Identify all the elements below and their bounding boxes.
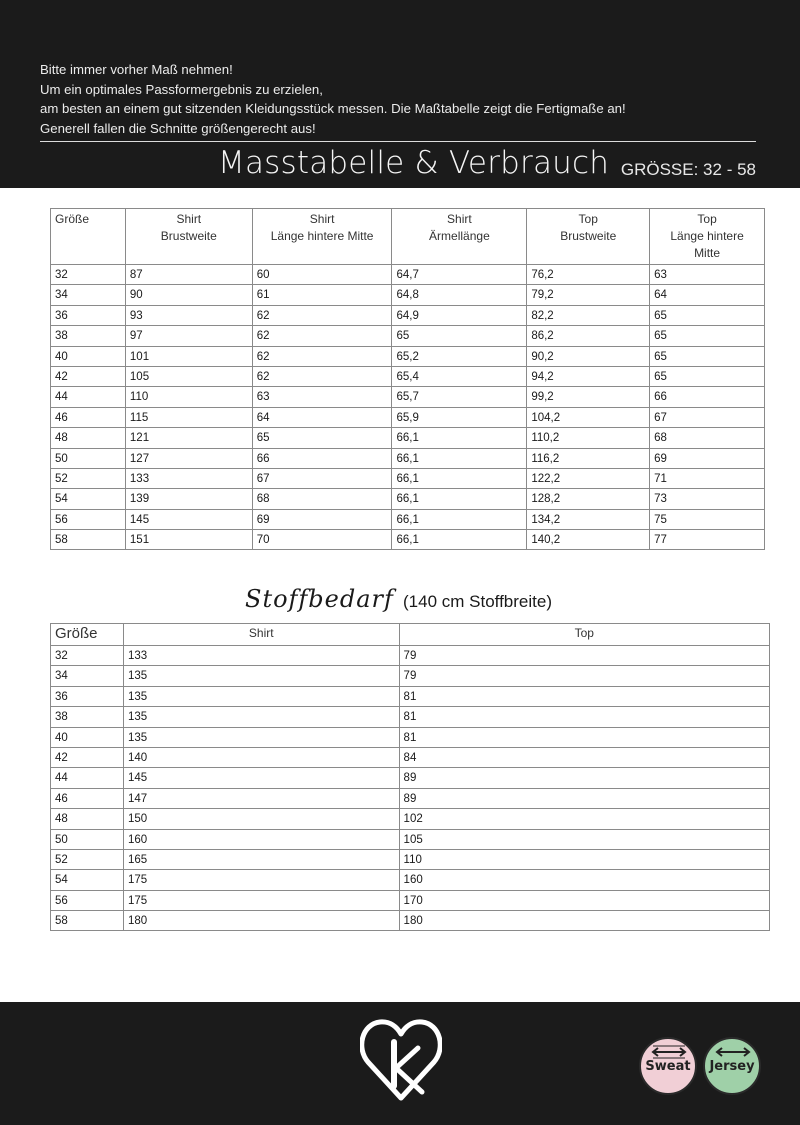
- table-cell: 99,2: [527, 387, 650, 407]
- table-cell: 122,2: [527, 468, 650, 488]
- intro-line: Um ein optimales Passformergebnis zu erzielen,: [40, 81, 323, 97]
- sweat-badge-label: Sweat: [645, 1059, 691, 1074]
- table-cell: 133: [125, 468, 252, 488]
- table-cell: 68: [252, 489, 392, 509]
- table-cell: 97: [125, 326, 252, 346]
- table-cell: 32: [51, 265, 126, 285]
- intro-text: [40, 60, 626, 138]
- intro-line: Bitte immer vorher Maß nehmen!: [40, 62, 233, 77]
- measurement-row: [51, 428, 765, 448]
- table-cell: 65,2: [392, 346, 527, 366]
- table-cell: 38: [51, 707, 124, 727]
- table-cell: 160: [123, 829, 399, 849]
- table-cell: 65,9: [392, 407, 527, 427]
- table-cell: 79: [399, 666, 769, 686]
- table-cell: 50: [51, 829, 124, 849]
- page-title: Masstabelle & Verbrauch: [218, 145, 610, 181]
- table-cell: 115: [125, 407, 252, 427]
- table-cell: 151: [125, 530, 252, 550]
- fabric-title-script: Stoffbedarf: [245, 585, 394, 613]
- table-cell: 75: [650, 509, 765, 529]
- jersey-badge: [703, 1037, 761, 1095]
- table-cell: 76,2: [527, 265, 650, 285]
- fabric-row: [51, 829, 770, 849]
- table-cell: 134,2: [527, 509, 650, 529]
- col-header-shirt-chest: Shirt Brustweite: [125, 209, 252, 265]
- table-cell: 66,1: [392, 448, 527, 468]
- brand-logo-heart-icon: [360, 1014, 442, 1102]
- measurement-row: [51, 346, 765, 366]
- table-cell: 62: [252, 346, 392, 366]
- table-cell: 105: [399, 829, 769, 849]
- table-cell: 63: [650, 265, 765, 285]
- table-cell: 71: [650, 468, 765, 488]
- table-cell: 60: [252, 265, 392, 285]
- measurement-row: [51, 530, 765, 550]
- sweat-badge: [639, 1037, 697, 1095]
- table-cell: 67: [650, 407, 765, 427]
- table-cell: 102: [399, 809, 769, 829]
- table-cell: 32: [51, 646, 124, 666]
- table-cell: 63: [252, 387, 392, 407]
- table-cell: 68: [650, 428, 765, 448]
- table-cell: 79: [399, 646, 769, 666]
- measurement-row: [51, 387, 765, 407]
- table-cell: 34: [51, 666, 124, 686]
- table-cell: 175: [123, 890, 399, 910]
- table-cell: 147: [123, 788, 399, 808]
- table-cell: 140,2: [527, 530, 650, 550]
- table-cell: 133: [123, 646, 399, 666]
- table-cell: 50: [51, 448, 126, 468]
- table-cell: 40: [51, 346, 126, 366]
- measurement-row: [51, 407, 765, 427]
- table-cell: 110: [399, 849, 769, 869]
- fabric-row: [51, 890, 770, 910]
- stretch-arrow-icon: [713, 1045, 753, 1059]
- table-cell: 104,2: [527, 407, 650, 427]
- fabric-col-header-shirt: Shirt: [123, 624, 399, 646]
- table-cell: 79,2: [527, 285, 650, 305]
- fabric-title-subtitle: (140 cm Stoffbreite): [403, 592, 552, 611]
- table-cell: 135: [123, 666, 399, 686]
- table-cell: 38: [51, 326, 126, 346]
- table-cell: 40: [51, 727, 124, 747]
- size-range: GRÖSSE: 32 - 58: [620, 160, 756, 179]
- table-cell: 52: [51, 468, 126, 488]
- table-cell: 180: [399, 911, 769, 931]
- col-header-shirt-sleeve: Shirt Ärmellänge: [392, 209, 527, 265]
- table-cell: 90,2: [527, 346, 650, 366]
- table-cell: 66,1: [392, 489, 527, 509]
- measurement-row: [51, 285, 765, 305]
- table-cell: 62: [252, 326, 392, 346]
- table-cell: 42: [51, 366, 126, 386]
- table-cell: 36: [51, 305, 126, 325]
- table-cell: 86,2: [527, 326, 650, 346]
- table-cell: 73: [650, 489, 765, 509]
- jersey-badge-label: Jersey: [709, 1059, 755, 1074]
- table-cell: 65: [650, 305, 765, 325]
- table-cell: 48: [51, 809, 124, 829]
- fabric-row: [51, 707, 770, 727]
- table-cell: 175: [123, 870, 399, 890]
- measurement-table: [50, 208, 765, 550]
- table-cell: 65,7: [392, 387, 527, 407]
- table-cell: 62: [252, 366, 392, 386]
- table-cell: 81: [399, 707, 769, 727]
- table-cell: 61: [252, 285, 392, 305]
- intro-line: am besten an einem gut sitzenden Kleidungsstück messen. Die Maßtabelle zeigt die Fertigmaße an!: [40, 101, 626, 116]
- fabric-row: [51, 747, 770, 767]
- fabric-row: [51, 686, 770, 706]
- table-cell: 66,1: [392, 468, 527, 488]
- table-cell: 34: [51, 285, 126, 305]
- table-cell: 89: [399, 788, 769, 808]
- table-cell: 64,9: [392, 305, 527, 325]
- table-cell: 58: [51, 530, 126, 550]
- measurement-row: [51, 468, 765, 488]
- measurement-row: [51, 509, 765, 529]
- table-cell: 64: [252, 407, 392, 427]
- measurement-header-row: [51, 209, 765, 265]
- table-cell: 65,4: [392, 366, 527, 386]
- table-cell: 145: [123, 768, 399, 788]
- table-cell: 116,2: [527, 448, 650, 468]
- table-cell: 58: [51, 911, 124, 931]
- table-cell: 56: [51, 890, 124, 910]
- table-cell: 180: [123, 911, 399, 931]
- table-cell: 89: [399, 768, 769, 788]
- table-cell: 69: [650, 448, 765, 468]
- page-footer: [0, 1002, 800, 1125]
- table-cell: 150: [123, 809, 399, 829]
- table-cell: 145: [125, 509, 252, 529]
- table-cell: 66,1: [392, 428, 527, 448]
- table-cell: 48: [51, 428, 126, 448]
- fabric-title: [245, 585, 552, 613]
- stretch-arrow-icon: [649, 1045, 689, 1059]
- table-cell: 101: [125, 346, 252, 366]
- table-cell: 56: [51, 509, 126, 529]
- table-cell: 36: [51, 686, 124, 706]
- measurement-row: [51, 326, 765, 346]
- fabric-row: [51, 666, 770, 686]
- measurement-row: [51, 265, 765, 285]
- col-header-top-chest: Top Brustweite: [527, 209, 650, 265]
- fabric-row: [51, 849, 770, 869]
- fabric-col-header-top: Top: [399, 624, 769, 646]
- table-cell: 62: [252, 305, 392, 325]
- table-cell: 66: [252, 448, 392, 468]
- table-cell: 54: [51, 489, 126, 509]
- table-cell: 128,2: [527, 489, 650, 509]
- table-cell: 135: [123, 727, 399, 747]
- fabric-header-row: [51, 624, 770, 646]
- col-header-top-length: Top Länge hintere Mitte: [650, 209, 765, 265]
- table-cell: 135: [123, 686, 399, 706]
- table-cell: 66,1: [392, 530, 527, 550]
- table-cell: 121: [125, 428, 252, 448]
- measurement-row: [51, 489, 765, 509]
- table-cell: 84: [399, 747, 769, 767]
- table-cell: 135: [123, 707, 399, 727]
- table-cell: 70: [252, 530, 392, 550]
- table-cell: 52: [51, 849, 124, 869]
- table-cell: 82,2: [527, 305, 650, 325]
- intro-line: Generell fallen die Schnitte größengerecht aus!: [40, 120, 316, 136]
- fabric-row: [51, 768, 770, 788]
- table-cell: 65: [650, 346, 765, 366]
- fabric-table: [50, 623, 770, 931]
- col-header-shirt-length: Shirt Länge hintere Mitte: [252, 209, 392, 265]
- table-cell: 69: [252, 509, 392, 529]
- col-header-size: Größe: [51, 209, 126, 265]
- table-cell: 139: [125, 489, 252, 509]
- table-cell: 105: [125, 366, 252, 386]
- table-cell: 110,2: [527, 428, 650, 448]
- table-cell: 160: [399, 870, 769, 890]
- table-cell: 65: [252, 428, 392, 448]
- table-cell: 46: [51, 407, 126, 427]
- header-divider: [40, 141, 756, 142]
- table-cell: 65: [650, 326, 765, 346]
- table-cell: 65: [392, 326, 527, 346]
- table-cell: 46: [51, 788, 124, 808]
- table-cell: 44: [51, 387, 126, 407]
- table-cell: 54: [51, 870, 124, 890]
- measurement-row: [51, 305, 765, 325]
- table-cell: 87: [125, 265, 252, 285]
- fabric-row: [51, 727, 770, 747]
- measurement-row: [51, 448, 765, 468]
- table-cell: 90: [125, 285, 252, 305]
- table-cell: 44: [51, 768, 124, 788]
- table-cell: 64: [650, 285, 765, 305]
- fabric-row: [51, 809, 770, 829]
- table-cell: 66,1: [392, 509, 527, 529]
- table-cell: 170: [399, 890, 769, 910]
- table-cell: 94,2: [527, 366, 650, 386]
- table-cell: 66: [650, 387, 765, 407]
- measurement-row: [51, 366, 765, 386]
- table-cell: 81: [399, 686, 769, 706]
- fabric-row: [51, 911, 770, 931]
- table-cell: 64,8: [392, 285, 527, 305]
- page-header: [0, 0, 800, 188]
- table-cell: 110: [125, 387, 252, 407]
- table-cell: 64,7: [392, 265, 527, 285]
- fabric-col-header-size: Größe: [51, 624, 124, 646]
- table-cell: 42: [51, 747, 124, 767]
- table-cell: 127: [125, 448, 252, 468]
- table-cell: 65: [650, 366, 765, 386]
- table-cell: 77: [650, 530, 765, 550]
- fabric-row: [51, 646, 770, 666]
- fabric-row: [51, 870, 770, 890]
- table-cell: 140: [123, 747, 399, 767]
- table-cell: 93: [125, 305, 252, 325]
- table-cell: 81: [399, 727, 769, 747]
- fabric-row: [51, 788, 770, 808]
- table-cell: 67: [252, 468, 392, 488]
- table-cell: 165: [123, 849, 399, 869]
